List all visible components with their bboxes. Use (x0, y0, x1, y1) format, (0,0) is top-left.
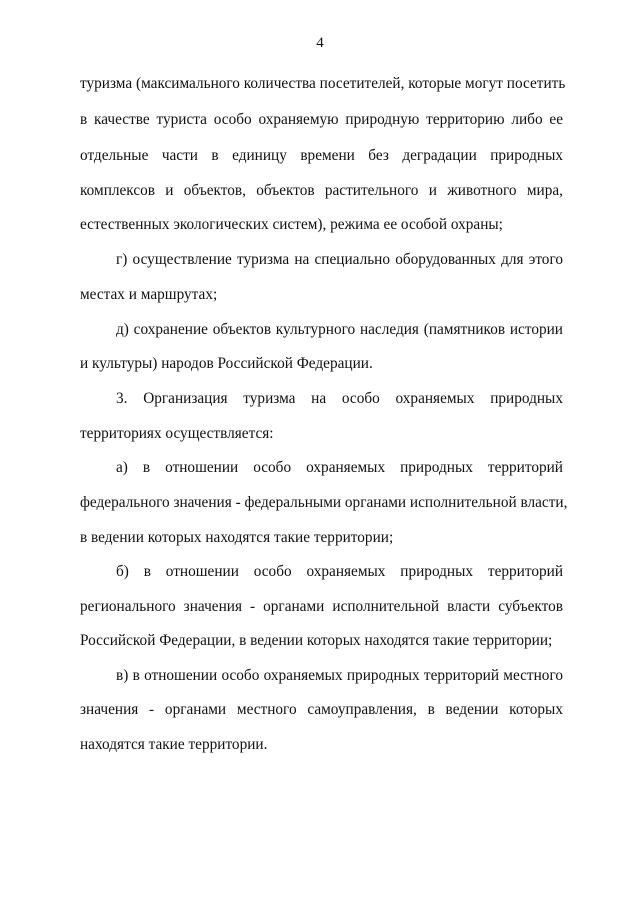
page-number: 4 (316, 35, 324, 51)
text-line-18: в) в отношении особо охраняемых природных территорий местного (116, 667, 563, 684)
text-line-5: естественных экологических систем), режима ее особой охраны; (80, 216, 503, 233)
text-line-8: д) сохранение объектов культурного наследия (памятников истории (116, 321, 563, 338)
text-line-11: территориях осуществляется: (80, 425, 274, 442)
text-line-15: б) в отношении особо охраняемых природных территорий (116, 563, 563, 580)
text-line-1: туризма (максимального количества посетителей, которые могут посетить (80, 75, 566, 92)
text-line-16: регионального значения - органами исполнительной власти субъектов (80, 598, 563, 615)
text-line-10: 3. Организация туризма на особо охраняемых природных (116, 390, 563, 407)
text-line-17: Российской Федерации, в ведении которых находятся такие территории; (80, 632, 553, 649)
text-line-19: значения - органами местного самоуправления, в ведении которых (80, 701, 563, 718)
text-line-3: отдельные части в единицу времени без деградации природных (80, 147, 563, 164)
text-line-14: в ведении которых находятся такие территории; (80, 529, 394, 546)
text-line-4: комплексов и объектов, объектов растительного и животного мира, (80, 182, 563, 199)
text-line-13: федерального значения - федеральными органами исполнительной власти, (80, 494, 568, 511)
text-line-6: г) осуществление туризма на специально оборудованных для этого (116, 251, 563, 268)
text-line-20: находятся такие территории. (80, 736, 268, 753)
text-line-9: и культуры) народов Российской Федерации. (80, 355, 373, 372)
text-line-12: а) в отношении особо охраняемых природных территорий (116, 459, 563, 476)
text-line-2: в качестве туриста особо охраняемую природную территорию либо ее (80, 111, 563, 128)
text-line-7: местах и маршрутах; (80, 286, 218, 303)
